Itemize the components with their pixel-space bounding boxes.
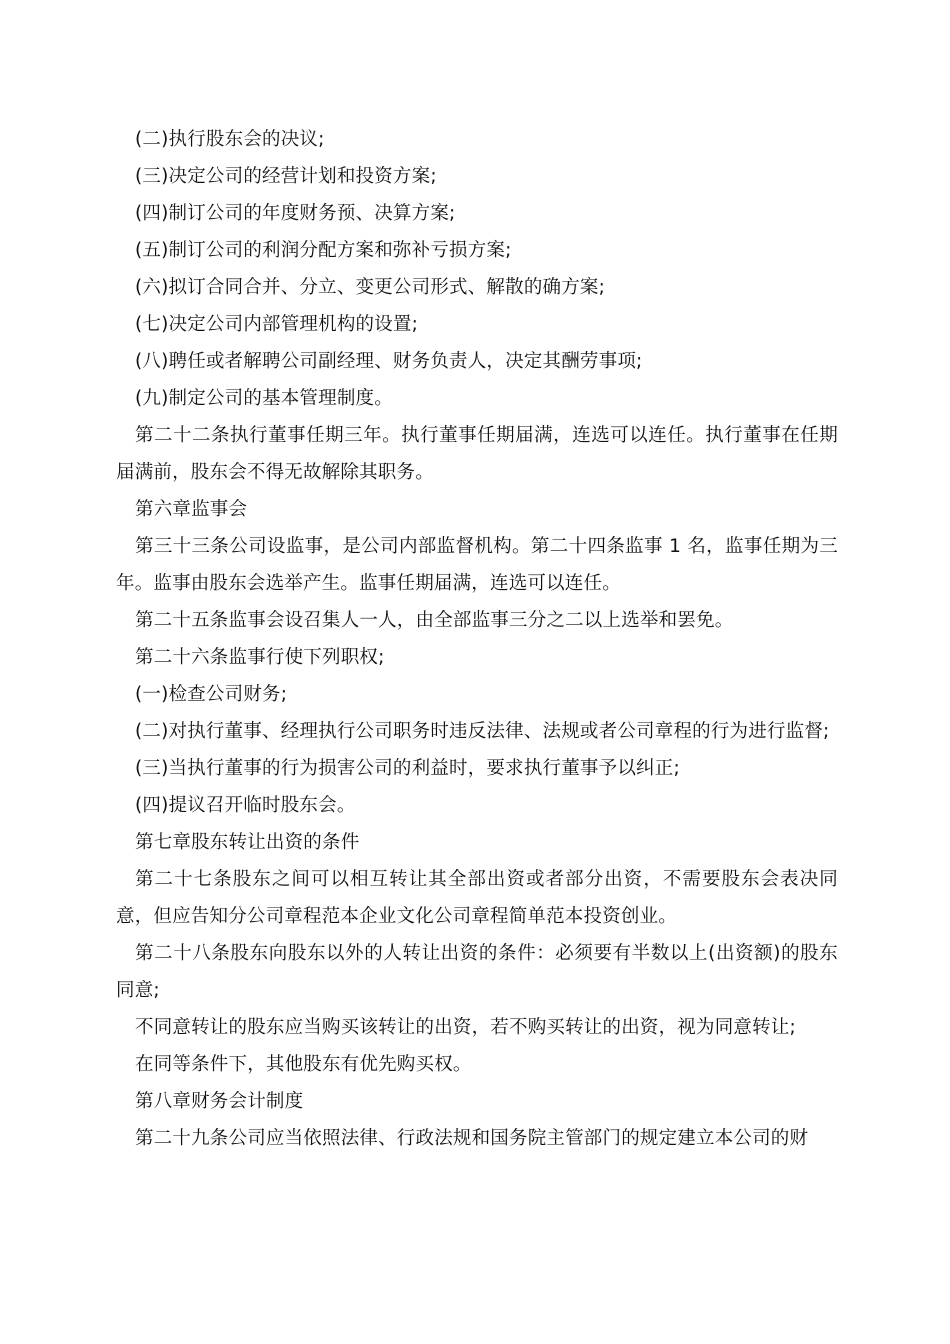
- article-25-convener: 第二十五条监事会设召集人一人，由全部监事三分之二以上选举和罢免。: [135, 610, 734, 631]
- paragraph-6-merger-plan: (六)拟订合同合并、分立、变更公司形式、解散的确方案;: [135, 277, 606, 298]
- preemptive-right-clause: 在同等条件下，其他股东有优先购买权。: [135, 1054, 472, 1075]
- article-33-supervisor: 第三十三条公司设监事，是公司内部监督机构。第二十四条监事 1 名，监事任期为三年。监事由股东会选举产生。监事任期届满，连选可以连任。: [116, 536, 838, 594]
- article-22-director-term: 第二十二条执行董事任期三年。执行董事任期届满，连选可以连任。执行董事在任期届满前，股东会不得无故解除其职务。: [116, 425, 838, 483]
- power-3-correct-director: (三)当执行董事的行为损害公司的利益时，要求执行董事予以纠正;: [135, 758, 680, 779]
- power-1-inspect-finance: (一)检查公司财务;: [135, 684, 288, 705]
- paragraph-2-execute-resolutions: (二)执行股东会的决议;: [135, 129, 325, 150]
- paragraph-3-business-plan: (三)决定公司的经营计划和投资方案;: [135, 166, 437, 187]
- paragraph-7-internal-structure: (七)决定公司内部管理机构的设置;: [135, 314, 419, 335]
- paragraph-9-management-system: (九)制定公司的基本管理制度。: [135, 388, 393, 409]
- document-body: [116, 121, 838, 1157]
- article-26-supervisor-powers: 第二十六条监事行使下列职权;: [135, 647, 385, 668]
- paragraph-5-profit-distribution: (五)制订公司的利润分配方案和弥补亏损方案;: [135, 240, 512, 261]
- article-28-external-transfer: 第二十八条股东向股东以外的人转让出资的条件：必须要有半数以上(出资额)的股东同意;: [116, 943, 838, 1001]
- transfer-dissent-clause: 不同意转让的股东应当购买该转让的出资，若不购买转让的出资，视为同意转让;: [135, 1017, 796, 1038]
- paragraph-4-annual-budget: (四)制订公司的年度财务预、决算方案;: [135, 203, 456, 224]
- power-2-supervise-conduct: (二)对执行董事、经理执行公司职务时违反法律、法规或者公司章程的行为进行监督;: [135, 721, 830, 742]
- chapter-8-heading: 第八章财务会计制度: [135, 1091, 304, 1112]
- article-29-accounting: 第二十九条公司应当依照法律、行政法规和国务院主管部门的规定建立本公司的财: [135, 1128, 809, 1149]
- article-27-internal-transfer: 第二十七条股东之间可以相互转让其全部出资或者部分出资，不需要股东会表决同意，但应告知分公司章程范本企业文化公司章程简单范本投资创业。: [116, 869, 838, 927]
- power-4-call-meeting: (四)提议召开临时股东会。: [135, 795, 356, 816]
- paragraph-8-appoint-managers: (八)聘任或者解聘公司副经理、财务负责人，决定其酬劳事项;: [135, 351, 643, 372]
- chapter-7-heading: 第七章股东转让出资的条件: [135, 832, 360, 853]
- chapter-6-heading: 第六章监事会: [135, 499, 248, 520]
